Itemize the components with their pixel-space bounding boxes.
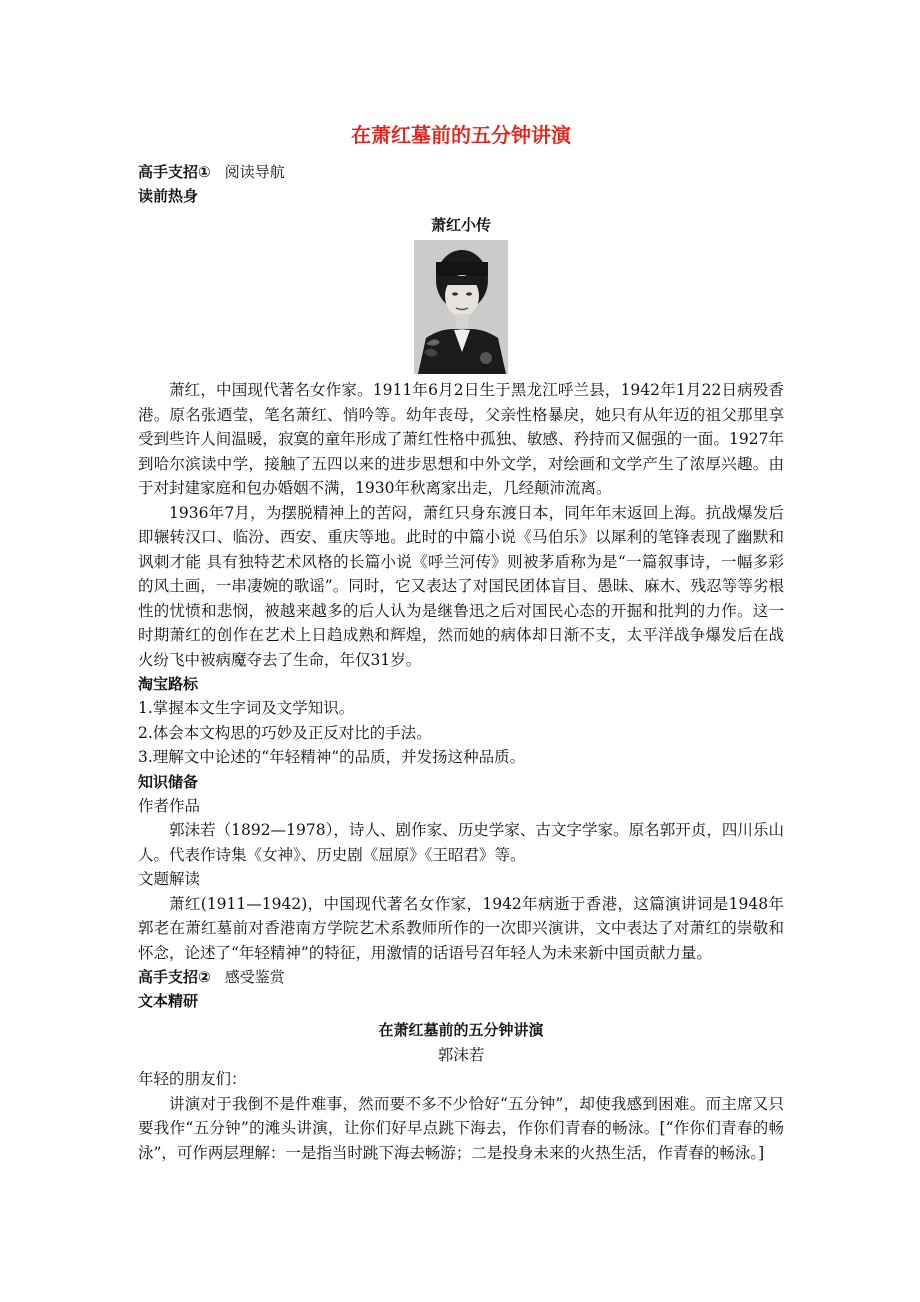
- bio-paragraph-1: 萧红，中国现代著名女作家。1911年6月2日生于黑龙江呼兰县，1942年1月22日病殁香港。原名张迺莹，笔名萧红、悄吟等。幼年丧母，父亲性格暴戾，她只有从年迈的祖父那里享受到些许人间温暖，寂寞的童年形成了萧红性格中孤独、敏感、矜持而又倔强的一面。1927年到哈尔滨读中学，接触了五四以来的进步思想和中外文学，对绘画和文学产生了浓厚兴趣。由于对封建家庭和包办婚姻不满，1930年秋离家出走，几经颠沛流离。: [138, 381, 784, 497]
- section-sub: 感受鉴赏: [224, 968, 285, 986]
- goals-heading: 淘宝路标: [138, 675, 199, 693]
- knowledge-heading: 知识储备: [138, 772, 199, 791]
- section-heading-2: [138, 965, 784, 989]
- goal-item: 3.理解文中论述的“年轻精神”的品质，并发扬这种品质。: [138, 748, 526, 766]
- bio-title: 萧红小传: [430, 216, 491, 234]
- goal-item: 1.掌握本文生字词及文学知识。: [138, 699, 355, 717]
- section-label: 高手支招②: [138, 968, 211, 986]
- goal-item: 2.体会本文构思的巧妙及正反对比的手法。: [138, 723, 432, 742]
- author-paragraph: 郭沫若（1892—1978），诗人、剧作家、历史学家、古文字学家。原名郭开贞，四川乐山人。代表作诗集《女神》、历史剧《屈原》《王昭君》等。: [138, 821, 784, 864]
- document-page: [138, 120, 784, 1165]
- text-author: 郭沫若: [437, 1046, 485, 1064]
- bio-paragraph-2: 1936年7月，为摆脱精神上的苦闷，萧红只身东渡日本，同年年末返回上海。抗战爆发后即辗转汉口、临汾、西安、重庆等地。此时的中篇小说《马伯乐》以犀利的笔锋表现了幽默和讽刺才能 具有独特艺术风格的长篇小说《呼兰河传》则被茅盾称为是“一篇叙事诗，一幅多彩的风土画，一串凄婉的歌谣”。同时，它又表达了对国民团体盲目、愚昧、麻木、残忍等等劣根性的忧愤和悲悯，被越来越多的后人认为是继鲁迅之后对国民心态的开掘和批判的力作。这一时期萧红的创作在艺术上日趋成熟和辉煌，然而她的病体却日渐不支，太平洋战争爆发后在战火纷飞中被病魔夺去了生命，年仅31岁。: [138, 503, 784, 669]
- text-title: 在萧红墓前的五分钟讲演: [378, 1021, 544, 1039]
- warmup-heading: 读前热身: [138, 187, 199, 205]
- title-paragraph: 萧红(1911—1942)，中国现代著名女作家，1942年病逝于香港，这篇演讲词是1948年郭老在萧红墓前对香港南方学院艺术系教师所作的一次即兴演讲，文中表达了对萧红的崇敬和怀念，论述了“年轻精神”的特征，用激情的话语号召年轻人为未来新中国贡献力量。: [138, 894, 784, 962]
- section-heading-1: [138, 160, 784, 184]
- section-label: 高手支招①: [138, 163, 211, 181]
- section-sub: 阅读导航: [224, 163, 285, 181]
- title-label: 文题解读: [138, 870, 201, 888]
- portrait-photo: [414, 240, 508, 374]
- document-title: 在萧红墓前的五分钟讲演: [351, 123, 571, 147]
- author-label: 作者作品: [138, 796, 201, 815]
- study-heading: 文本精研: [138, 992, 199, 1010]
- speech-paragraph: 讲演对于我倒不是件难事，然而要不多不少恰好“五分钟”，却使我感到困难。而主席又只要我作“五分钟”的滩头讲演，让你们好早点跳下海去，作你们青春的畅泳。[“作你们青春的畅泳”，可作两层理解：一是指当时跳下海去畅游；二是投身未来的火热生活，作青春的畅泳。]: [138, 1094, 784, 1162]
- salutation: 年轻的朋友们：: [138, 1070, 247, 1088]
